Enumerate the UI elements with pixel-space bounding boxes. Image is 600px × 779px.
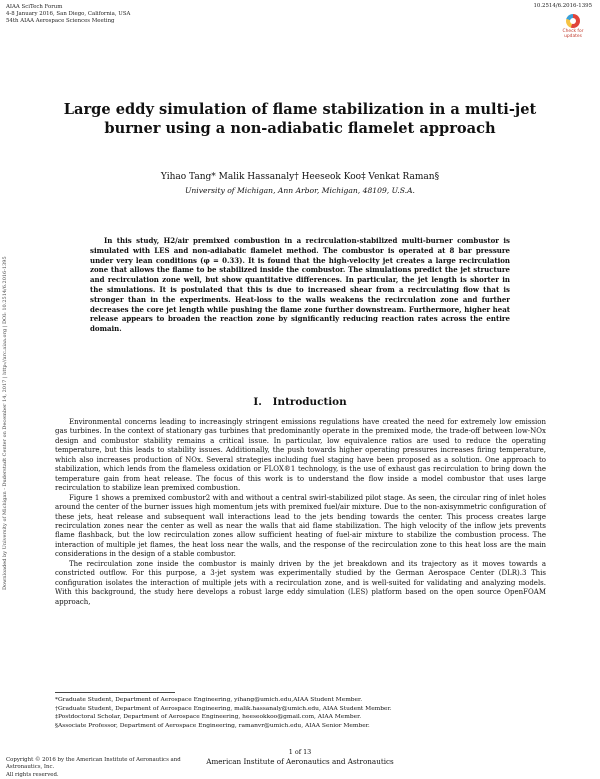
paper-title: Large eddy simulation of flame stabilization in a multi-jet burner using a non-adiabatic flamelet approach (63, 101, 537, 137)
section-heading (60, 396, 540, 408)
footnote: †Graduate Student, Department of Aerospace Engineering, malik.hassanaly@umich.edu, AIAA Student Member. (55, 705, 392, 712)
copyright-line: All rights reserved. (6, 771, 59, 778)
affiliation: University of Michigan, Ann Arbor, Michigan, 48109, U.S.A. (185, 186, 415, 195)
footnote: §Associate Professor, Department of Aerospace Engineering, ramanvr@umich.edu, AIAA Senior Member. (55, 722, 370, 729)
abstract: In this study, H2/air premixed combustion in a recirculation-stabilized multi-burner combustor is simulated with LES and non-adiabatic flamelet method. The combustor is operated at 8 bar pressure under very lean conditions (φ = 0.33). It is found that the high-velocity jet creates a large recirculation zone that allows the flame to be stabilized inside the combustor. The simulations predict the jet structure and recirculation zone well, but show quantitative differences. In particular, the jet length is shorter in the simulations. It is postulated that this is due to increased shear from a recirculating flow that is stronger than in the experiments. Heat-loss to the walls weakens the recirculation zone and further decreases the core jet length while pushing the flame zone further downstream. Furthermore, higher heat release appears to broaden the reaction zone by significantly reducing reaction rates across the entire domain. (90, 236, 510, 334)
author-list: Yihao Tang* Malik Hassanaly† Heeseok Koo‡ Venkat Raman§ (160, 172, 440, 182)
paragraph: Figure 1 shows a premixed combustor2 with and without a central swirl-stabilized pilot stage. As seen, the circular ring of inlet holes around the center of the burner issues high momentum jets with premixed fuel/air mixture. Due to the non-axisymmetric configuration of these jets, heat release and subsequent wall interactions lead to the jets bending towards the center. This process creates large recirculation zones near the center as well as near the walls that aid flame stabilization. The high velocity of the inflow jets prevents flame flashback, but the low recirculation zones allow sufficient heating of fuel-air mixture to stabilize the combustion process. The interaction of multiple jet flames, the heat loss near the walls, and the response of the recirculation zone to this heat loss are the main considerations in the design of a stable combustor. (55, 493, 546, 559)
body-text (55, 418, 546, 607)
meta-line: 54th AIAA Aerospace Sciences Meeting (6, 18, 115, 25)
footnote-divider (55, 692, 175, 693)
copyright-line: Copyright © 2016 by the American Institute of Aeronautics and Astronautics, Inc. (6, 757, 181, 771)
download-side-note: Downloaded by University of Michigan - Duderstadt Center on December 14, 2017 | http://arc.aiaa.org | DOI: 10.2514/6.2016-1395 (2, 256, 8, 590)
section-number: I. (253, 396, 262, 408)
meta-line: 4-8 January 2016, San Diego, California, USA (6, 11, 131, 18)
conference-meta (6, 4, 130, 26)
footnote: ‡Postdoctoral Scholar, Department of Aerospace Engineering, heeseokkoo@gmail.com, AIAA Member. (55, 714, 362, 720)
badge-label: updates (564, 34, 582, 39)
crossmark-icon (566, 14, 580, 28)
journal-name: American Institute of Aeronautics and Astronautics (206, 757, 394, 766)
footnote: *Graduate Student, Department of Aerospace Engineering, yihang@umich.edu,AIAA Student Member. (55, 697, 363, 703)
paragraph: Environmental concerns leading to increasingly stringent emissions regulations have created the need for extremely low emission gas turbines. In the context of stationary gas turbines that predominantly operate in the premixed mode, the trade-off between low-NOx design and combustor stability remains a critical issue. In particular, low equivalence ratios are used to reduce the operating temperature, but this leads to stability issues. Additionally, the push towards higher operating pressures increases firing temperature, which also increases production of NOx. Several strategies including fuel staging have been proposed as a solution. One approach to stabilization, which lends from the flameless oxidation or FLOX®1 technology, is the use of exhaust gas recirculation to bring down the temperature gain from heat release. The focus of this work is to understand the flow inside a model combustor that uses large recirculation to stabilize lean premixed combustion. (55, 418, 546, 493)
meta-line: AIAA SciTech Forum (6, 4, 63, 10)
page-number: 1 of 13 (288, 748, 312, 756)
check-for-updates-button[interactable] (560, 14, 586, 48)
paragraph: The recirculation zone inside the combustor is mainly driven by the jet breakdown and its trajectory as it moves towards a constricted outflow. For this purpose, a 3-jet system was experimentally studied by the German Aerospace Center (DLR).3 This configuration isolates the interaction of multiple jets with a recirculation zone, and is well-suited for validating and analyzing models. With this background, the study here develops a robust large eddy simulation (LES) platform based on the open source OpenFOAM approach, (55, 559, 546, 606)
footnotes (55, 696, 546, 730)
section-title: Introduction (272, 396, 347, 408)
doi-label: 10.2514/6.2016-1395 (533, 3, 592, 9)
badge-label: Check for (562, 29, 584, 34)
